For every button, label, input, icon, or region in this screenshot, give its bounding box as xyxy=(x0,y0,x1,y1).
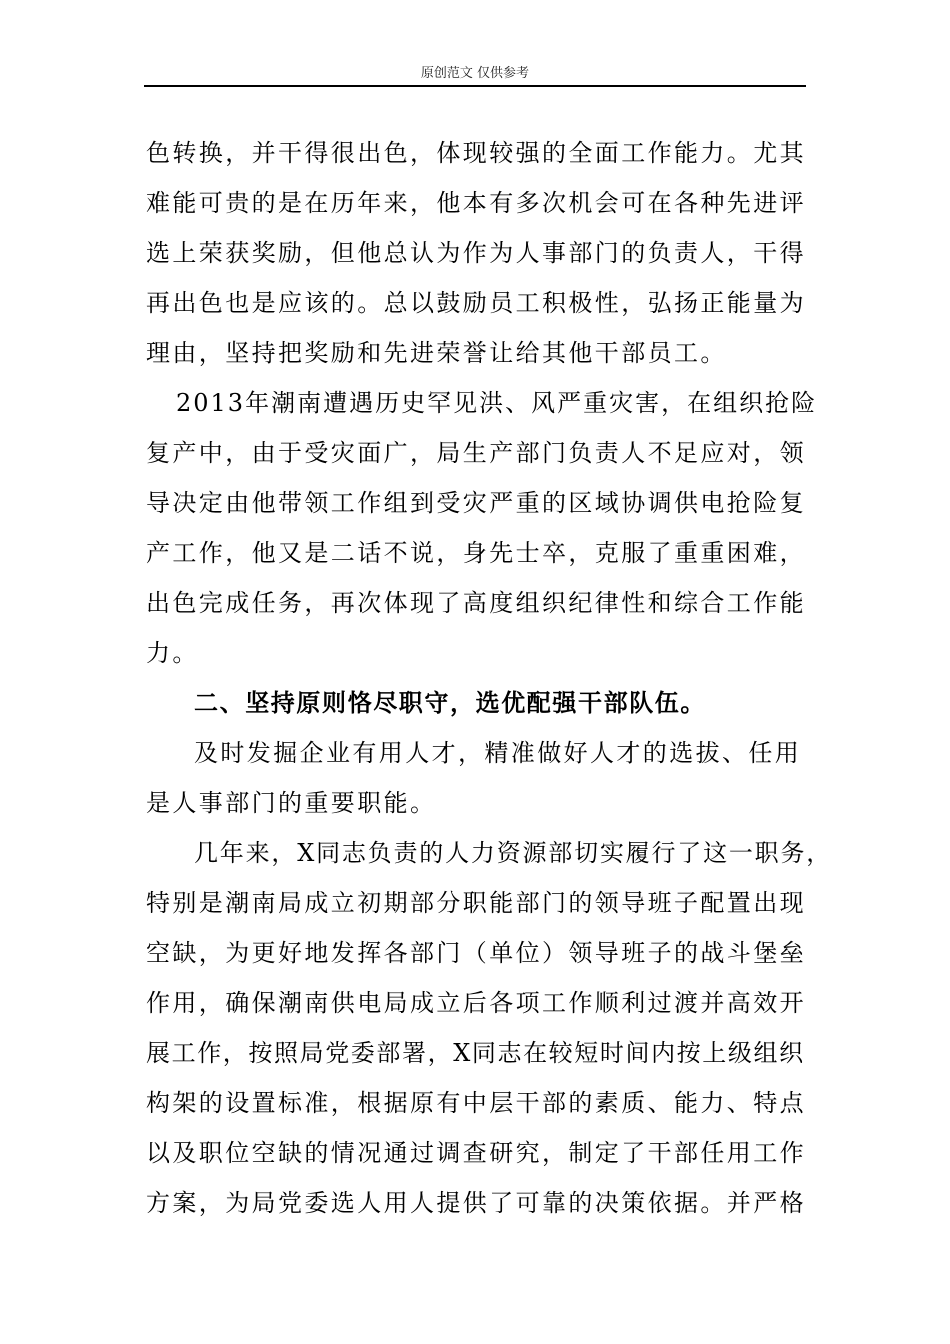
paragraph-line: 出色完成任务，再次体现了高度组织纪律性和综合工作能 xyxy=(146,589,806,617)
paragraph-line: 色转换，并干得很出色，体现较强的全面工作能力。尤其 xyxy=(146,139,806,167)
paragraph-line: 理由，坚持把奖励和先进荣誉让给其他干部员工。 xyxy=(146,339,727,367)
paragraph-line: 构架的设置标准，根据原有中层干部的素质、能力、特点 xyxy=(146,1089,806,1117)
paragraph-line: 及时发掘企业有用人才，精准做好人才的选拔、任用 xyxy=(194,739,802,767)
paragraph-line: 产工作，他又是二话不说，身先士卒，克服了重重困难， xyxy=(146,539,806,567)
paragraph-line: 选上荣获奖励，但他总认为作为人事部门的负责人，干得 xyxy=(146,239,806,267)
section-heading: 二、坚持原则恪尽职守，选优配强干部队伍。 xyxy=(194,688,706,717)
paragraph-line: 是人事部门的重要职能。 xyxy=(146,789,437,817)
paragraph-line: 以及职位空缺的情况通过调查研究，制定了干部任用工作 xyxy=(146,1139,806,1167)
paragraph-line: 空缺，为更好地发挥各部门（单位）领导班子的战斗堡垒 xyxy=(146,939,806,967)
paragraph-line: 力。 xyxy=(146,639,199,667)
paragraph-line: 2013年潮南遭遇历史罕见洪、风严重灾害，在组织抢险 xyxy=(176,389,818,417)
paragraph-line: 方案，为局党委选人用人提供了可靠的决策依据。并严格 xyxy=(146,1189,806,1217)
paragraph-line: 展工作，按照局党委部署，X同志在较短时间内按上级组织 xyxy=(146,1039,805,1067)
paragraph-line: 难能可贵的是在历年来，他本有多次机会可在各种先进评 xyxy=(146,189,806,217)
header-divider xyxy=(144,85,806,87)
paragraph-line: 复产中，由于受灾面广，局生产部门负责人不足应对，领 xyxy=(146,439,806,467)
paragraph-line: 再出色也是应该的。总以鼓励员工积极性，弘扬正能量为 xyxy=(146,289,806,317)
page-header: 原创范文 仅供参考 xyxy=(420,66,530,81)
paragraph-line: 作用，确保潮南供电局成立后各项工作顺利过渡并高效开 xyxy=(146,989,806,1017)
paragraph-line: 几年来，X同志负责的人力资源部切实履行了这一职务， xyxy=(194,839,833,867)
document-body xyxy=(146,128,833,1228)
paragraph-line: 导决定由他带领工作组到受灾严重的区域协调供电抢险复 xyxy=(146,489,806,517)
paragraph-line: 特别是潮南局成立初期部分职能部门的领导班子配置出现 xyxy=(146,889,806,917)
